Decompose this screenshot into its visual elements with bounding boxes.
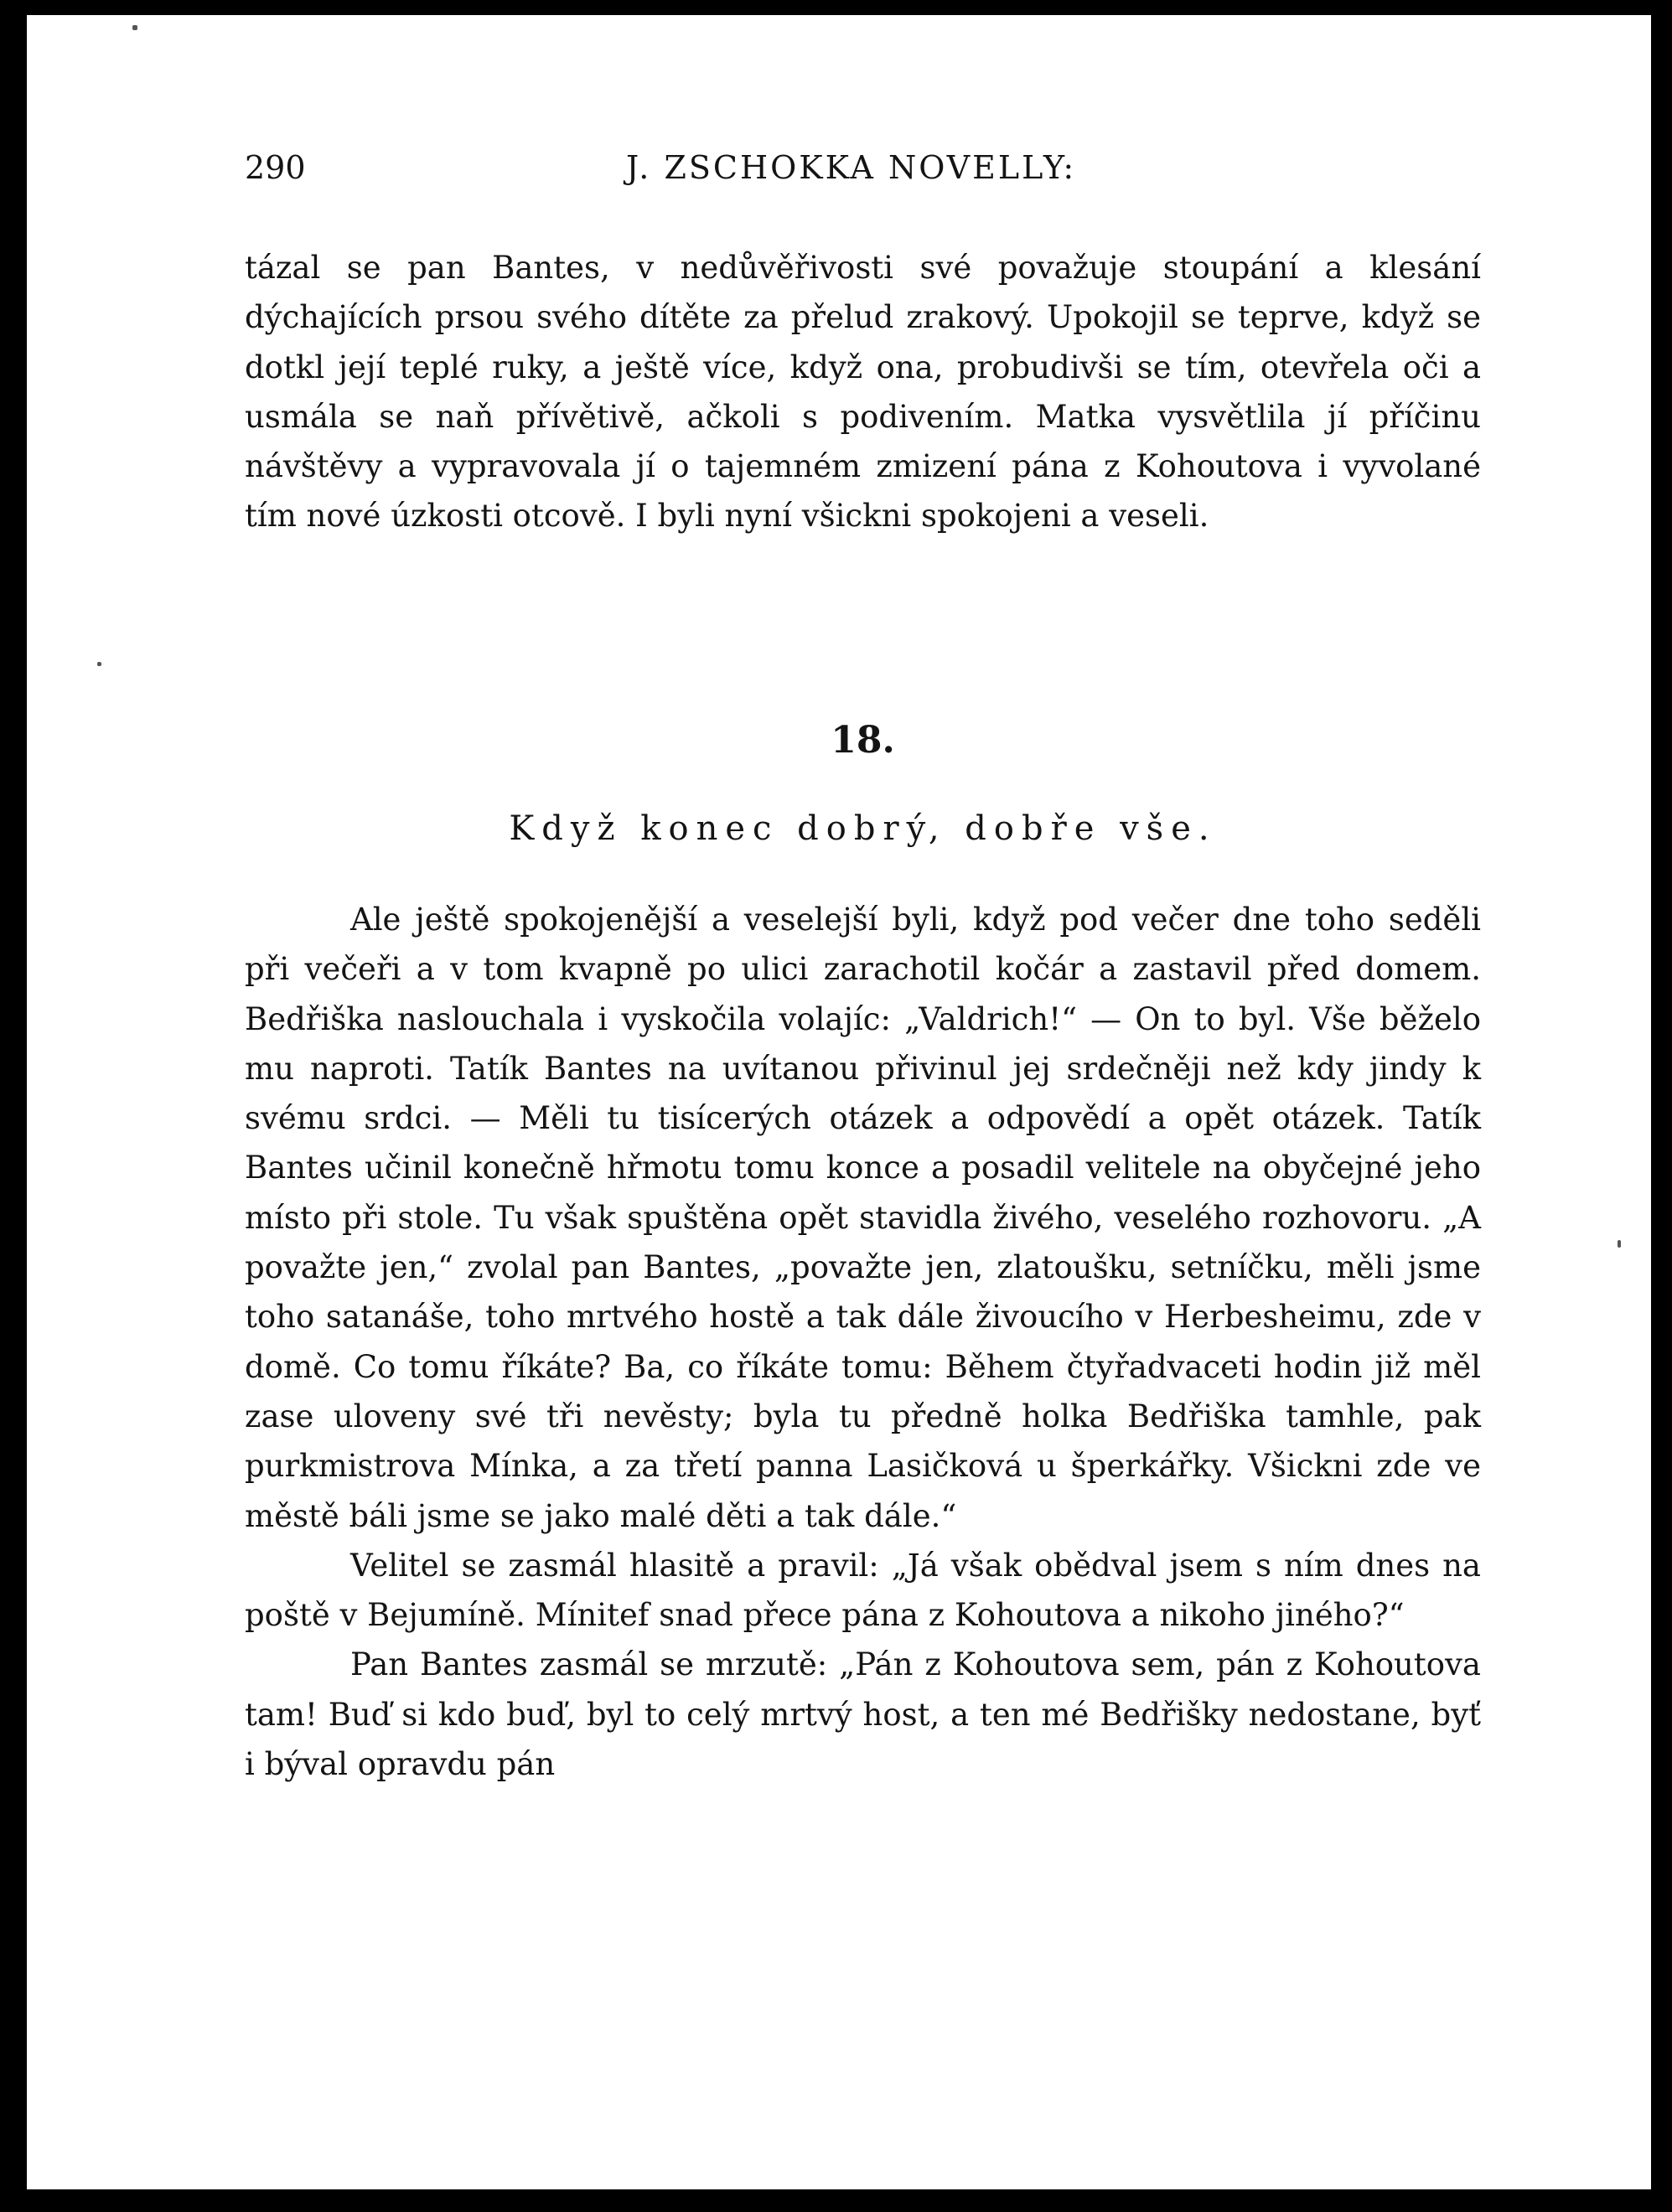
text-block-main (245, 895, 1481, 1789)
scan-speck (132, 25, 137, 30)
running-title: J. ZSCHOKKA NOVELLY: (626, 149, 1077, 186)
text-block-top (245, 243, 1481, 541)
paragraph: Pan Bantes zasmál se mrzutě: „Pán z Kohoutova sem, pán z Kohoutova tam! Buď si kdo buď, byl to celý mrtvý host, a ten mé Bedřišky nedostane, byť i býval opravdu pán (245, 1646, 1481, 1783)
page-number: 290 (245, 149, 306, 186)
running-head (245, 149, 1481, 191)
book-page (27, 15, 1651, 2189)
scan-speck (97, 662, 101, 666)
scan-speck (1618, 1240, 1621, 1248)
paragraph: Velitel se zasmál hlasitě a pravil: „Já však obědval jsem s ním dnes na poště v Bejumíně. Mínitef snad přece pána z Kohoutova a nikoho jiného?“ (245, 1547, 1481, 1634)
chapter-number: 18. (831, 719, 895, 762)
paragraph: Ale ještě spokojenější a veselejší byli, když pod večer dne toho seděli při večeři a v tom kvapně po ulici zarachotil kočár a zastavil před domem. Bedřiška naslouchala i vyskočila volajíc: „Valdrich!“ — On to byl. Vše běželo mu naproti. Tatík Bantes na uvítanou přivinul jej srdečněji než kdy jindy k svému srdci. — Měli tu tisícerých otázek a odpovědí a opět otázek. Tatík Bantes učinil konečně hřmotu tomu konce a posadil velitele na obyčejné jeho místo při stole. Tu však spuštěna opět stavidla živého, veselého rozhovoru. „A považte jen,“ zvolal pan Bantes, „považte jen, zlatoušku, setníčku, měli jsme toho satanáše, toho mrtvého hostě a tak dále živoucího v Herbesheimu, zde v domě. Co tomu říkáte? Ba, co říkáte tomu: Během čtyřadvaceti hodin již měl zase uloveny své tři nevěsty; byla tu předně holka Bedřiška tamhle, pak purkmistrova Mínka, a za třetí panna Lasičková u šperkářky. Všickni zde ve městě báli jsme se jako malé děti a tak dále.“ (245, 902, 1481, 1534)
chapter-title: Když konec dobrý, dobře vše. (509, 809, 1217, 848)
paragraph-continuation: tázal se pan Bantes, v nedůvěřivosti své považuje stoupání a klesání dýchajících prsou svého dítěte za přelud zrakový. Upokojil se teprve, když se dotkl její teplé ruky, a ještě více, když ona, probudivši se tím, otevřela oči a usmála se naň přívětivě, ačkoli s podivením. Matka vysvětlila jí příčinu návštěvy a vypravovala jí o tajemném zmizení pána z Kohoutova i vyvolané tím nové úzkosti otcově. I byli nyní všickni spokojeni a veseli. (245, 250, 1481, 535)
